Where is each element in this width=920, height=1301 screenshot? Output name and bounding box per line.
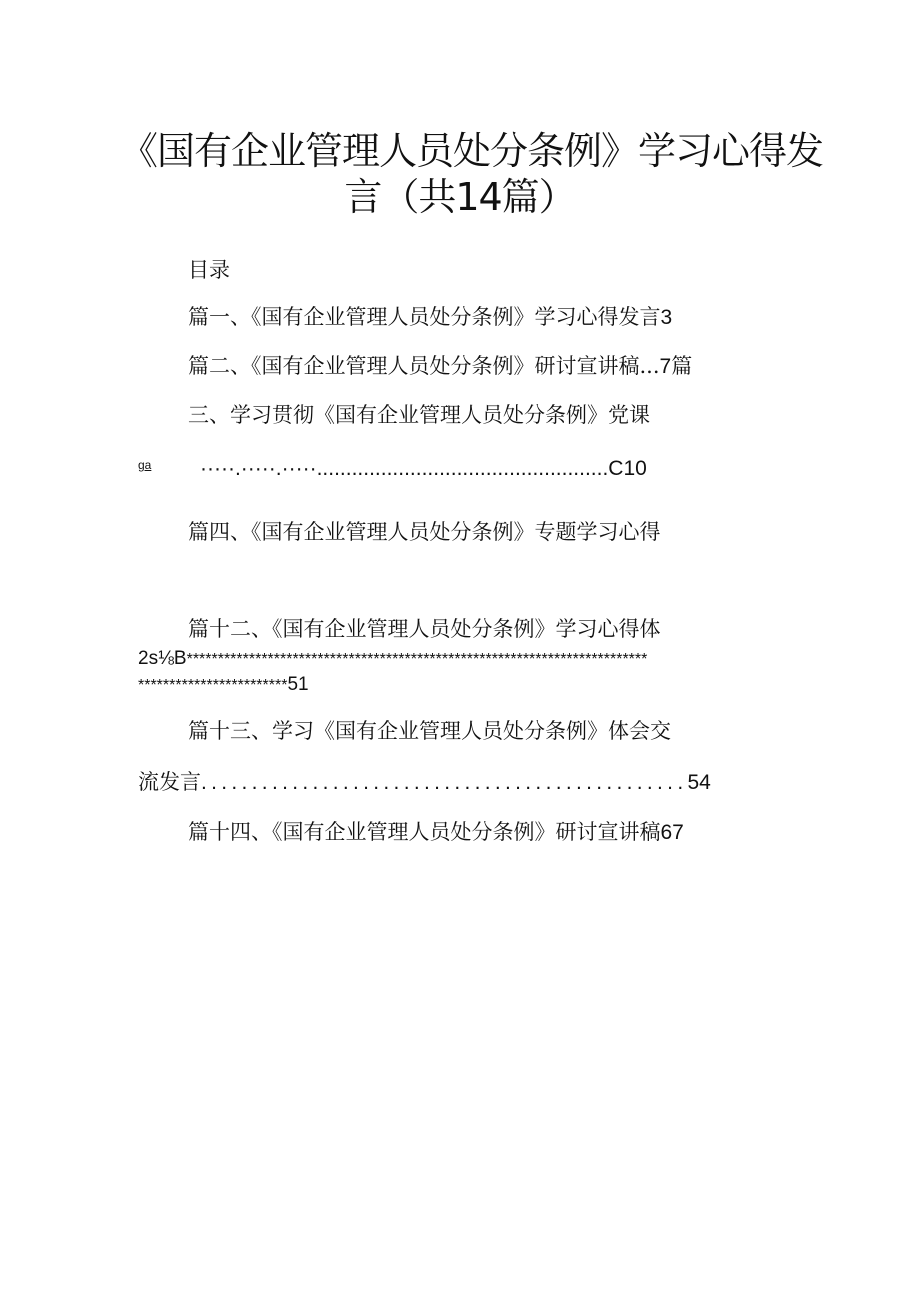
toc-stray-mark: ga [138, 458, 152, 472]
toc-entry-13-continued [138, 768, 711, 797]
toc-entry-text: 篇一、《国有企业管理人员处分条例》学习心得发言 [188, 305, 661, 329]
toc-entry-page: 7篇 [659, 355, 693, 378]
toc-leader-stars: ************************ [138, 677, 288, 694]
toc-entry-text: 篇十四、《国有企业管理人员处分条例》研讨宣讲稿 [188, 820, 661, 844]
toc-entry-2 [188, 352, 692, 381]
title-line-2: 言（共14篇） [344, 175, 576, 219]
toc-entry-text: 篇四、《国有企业管理人员处分条例》专题学习心得 [188, 520, 661, 544]
toc-entry-page: 67 [660, 821, 684, 844]
toc-entry-12-leader-line-2 [138, 674, 309, 697]
toc-leader-dots: ·····.·····.·····.................................................. [200, 457, 609, 480]
document-title [120, 128, 824, 220]
title-line-1: 《国有企业管理人员处分条例》学习心得发 [120, 129, 824, 173]
toc-entry-13 [188, 717, 671, 745]
toc-entry-4 [188, 518, 661, 546]
toc-entry-3-leader [200, 455, 647, 483]
toc-entry-text: 篇十三、学习《国有企业管理人员处分条例》体会交 [188, 719, 671, 743]
toc-entry-page: 54 [687, 771, 711, 794]
toc-entry-page: C10 [608, 457, 647, 480]
toc-garbled-prefix: 2s⅛B [138, 648, 187, 669]
toc-leader-dots: ................................................ [201, 771, 688, 794]
toc-entry-page: 3 [660, 306, 673, 329]
toc-entry-text: 流发言 [138, 770, 201, 794]
toc-entry-text: 篇十二、《国有企业管理人员处分条例》学习心得体 [188, 617, 661, 641]
toc-leader-stars: ************************************************************************** [186, 651, 648, 668]
toc-entry-12-leader-line-1 [138, 648, 647, 671]
toc-entry-3 [188, 401, 650, 429]
toc-heading: 目录 [188, 258, 230, 282]
toc-entry-text: 篇二、《国有企业管理人员处分条例》研讨宣讲稿... [188, 354, 660, 378]
toc-entry-14 [188, 818, 684, 847]
toc-entry-page: 51 [287, 674, 309, 695]
toc-entry-text: 三、学习贯彻《国有企业管理人员处分条例》党课 [188, 403, 650, 427]
toc-entry-1 [188, 303, 672, 332]
toc-entry-12 [188, 615, 661, 643]
